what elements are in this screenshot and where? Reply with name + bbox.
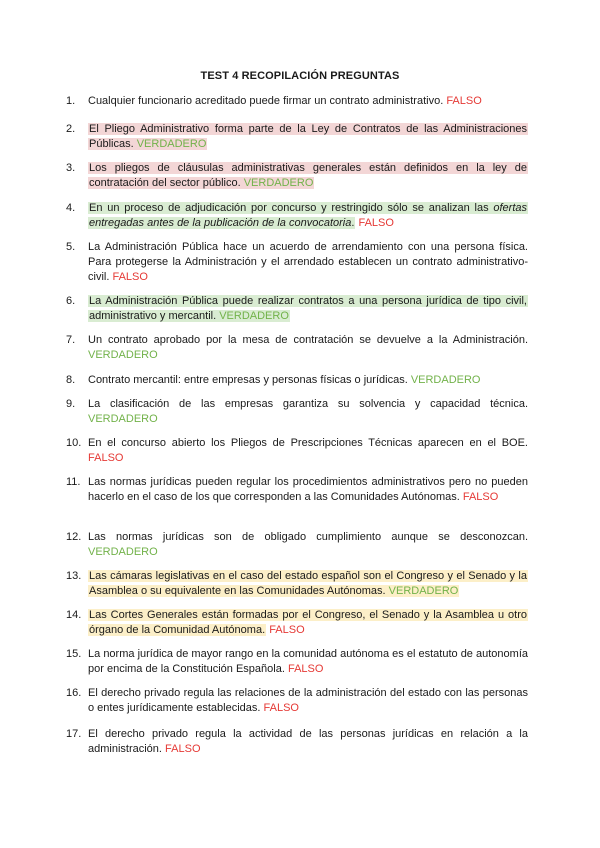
answer-label: FALSO xyxy=(112,271,148,283)
question-text: Las normas jurídicas son de obligado cumplimiento aunque se desconozcan. xyxy=(88,531,528,543)
question-item xyxy=(66,397,528,427)
question-text: El derecho privado regula la actividad de las personas jurídicas en relación a la administración. xyxy=(88,728,528,755)
answer-label: VERDADERO xyxy=(136,138,207,150)
question-text-end: . xyxy=(351,217,355,229)
question-number: 14. xyxy=(66,609,82,621)
question-item xyxy=(66,94,482,109)
question-text: La Administración Pública hace un acuerdo de arrendamiento con una persona física. Para protegerse la Administración y el arrendado establecen un contrato administrativo-civil. xyxy=(88,241,528,283)
question-number: 17. xyxy=(66,728,82,740)
question-number: 10. xyxy=(66,437,82,449)
question-number: 6. xyxy=(66,295,76,307)
question-number: 16. xyxy=(66,687,82,699)
question-text: La Administración Pública puede realizar contratos a una persona jurídica de tipo civil, administrativo y mercantil. xyxy=(89,295,527,322)
question-item xyxy=(66,240,528,285)
question-item xyxy=(66,530,528,560)
question-item xyxy=(66,569,528,599)
question-text: Contrato mercantil: entre empresas y personas físicas o jurídicas. xyxy=(88,374,408,386)
question-text: Cualquier funcionario acreditado puede firmar un contrato administrativo. xyxy=(88,95,444,107)
question-text: En un proceso de adjudicación por concurso y restringido sólo se analizan las xyxy=(89,202,489,214)
answer-label: VERDADERO xyxy=(388,585,459,597)
question-text: Los pliegos de cláusulas administrativas generales están definidos en la ley de contratación del sector público. xyxy=(89,162,527,189)
question-number: 7. xyxy=(66,334,76,346)
question-item xyxy=(66,294,528,324)
question-text: Las Cortes Generales están formadas por el Congreso, el Senado y la Asamblea u otro órgano de la Comunidad Autónoma. xyxy=(89,609,527,636)
question-text: Las normas jurídicas pueden regular los procedimientos administrativos pero no pueden hacerlo en el caso de los que corresponden a las Comunidades Autónomas. xyxy=(88,476,528,503)
page-title: TEST 4 RECOPILACIÓN PREGUNTAS xyxy=(200,70,400,82)
answer-label: FALSO xyxy=(358,217,394,229)
question-item xyxy=(66,727,528,757)
answer-label: VERDADERO xyxy=(88,413,158,425)
question-number: 15. xyxy=(66,648,82,660)
question-text: El derecho privado regula las relaciones de la administración del estado con las personas o entes jurídicamente establecidas. xyxy=(88,687,528,714)
answer-label: FALSO xyxy=(263,702,299,714)
question-item xyxy=(66,436,528,466)
answer-label: VERDADERO xyxy=(88,546,158,558)
question-number: 1. xyxy=(66,95,76,107)
question-number: 4. xyxy=(66,202,76,214)
question-number: 13. xyxy=(66,570,82,582)
question-item xyxy=(66,373,481,388)
answer-label: FALSO xyxy=(446,95,482,107)
question-item xyxy=(66,647,528,677)
question-item xyxy=(66,475,528,505)
question-number: 9. xyxy=(66,398,76,410)
question-text: En el concurso abierto los Pliegos de Prescripciones Técnicas aparecen en el BOE. xyxy=(88,437,528,449)
answer-label: VERDADERO xyxy=(410,374,481,386)
question-text: Un contrato aprobado por la mesa de contratación se devuelve a la Administración. xyxy=(88,334,528,346)
question-item xyxy=(66,608,528,638)
answer-label: VERDADERO xyxy=(88,349,158,361)
question-number: 8. xyxy=(66,374,76,386)
answer-label: VERDADERO xyxy=(219,310,289,322)
question-item xyxy=(66,122,528,152)
question-text: El Pliego Administrativo forma parte de la Ley de Contratos de las Administraciones Públicas. xyxy=(89,123,527,150)
question-number: 5. xyxy=(66,241,76,253)
question-text: Las cámaras legislativas en el caso del estado español son el Congreso y el Senado y la Asamblea o su equivalente en las Comunidades Autónomas. xyxy=(89,570,527,597)
answer-label: FALSO xyxy=(462,491,499,503)
question-text: La norma jurídica de mayor rango en la comunidad autónoma es el estatuto de autonomía por encima de la Constitución Española. xyxy=(88,648,528,675)
answer-label: FALSO xyxy=(269,624,305,636)
answer-label: VERDADERO xyxy=(243,177,314,189)
answer-label: FALSO xyxy=(165,743,201,755)
question-item xyxy=(66,686,528,716)
question-number: 3. xyxy=(66,162,76,174)
question-item xyxy=(66,333,528,363)
question-number: 11. xyxy=(66,476,81,488)
question-number: 2. xyxy=(66,123,76,135)
answer-label: FALSO xyxy=(287,663,324,675)
question-item xyxy=(66,201,528,231)
question-text-italic: ofertas entregadas antes de la publicación de la convocatoria xyxy=(89,202,527,229)
question-text: La clasificación de las empresas garantiza su solvencia y capacidad técnica. xyxy=(88,398,528,410)
question-item xyxy=(66,161,528,191)
question-number: 12. xyxy=(66,531,82,543)
answer-label: FALSO xyxy=(88,452,124,464)
